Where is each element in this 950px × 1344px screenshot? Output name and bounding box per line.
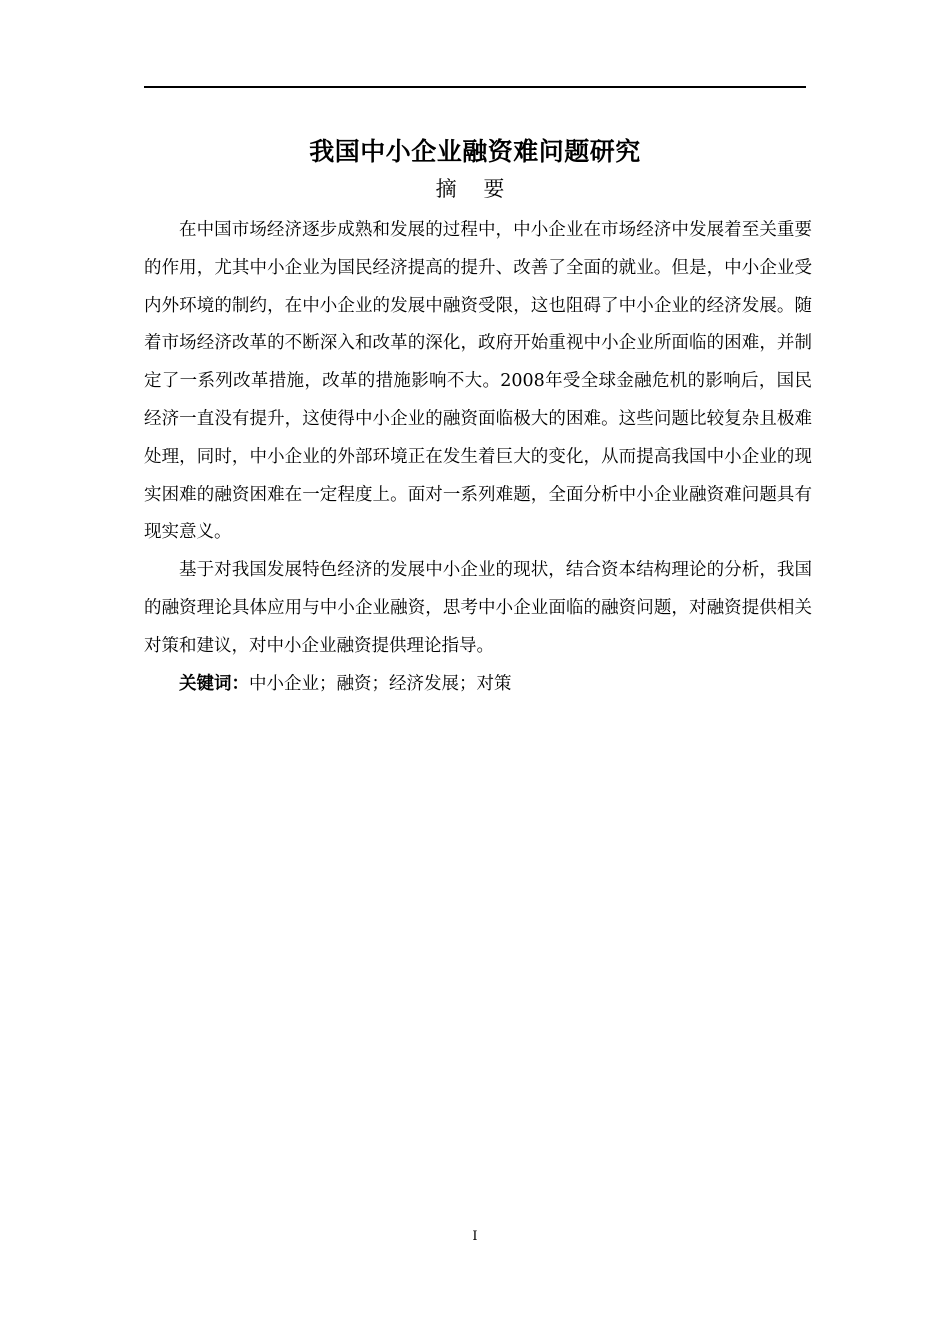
abstract-paragraph-1: 在中国市场经济逐步成熟和发展的过程中，中小企业在市场经济中发展着至关重要的作用，尤其中小企业为国民经济提高的提升、改善了全面的就业。但是，中小企业受内外环境的制约，在中小企业的发展中融资受限，这也阻碍了中小企业的经济发展。随着市场经济改革的不断深入和改革的深化，政府开始重视中小企业所面临的困难，并制定了一系列改革措施，改革的措施影响不大。2008年受全球金融危机的影响后，国民经济一直没有提升，这使得中小企业的融资面临极大的困难。这些问题比较复杂且极难处理，同时，中小企业的外部环境正在发生着巨大的变化，从而提高我国中小企业的现实困难的融资困难在一定程度上。面对一系列难题，全面分析中小企业融资难问题具有现实意义。 xyxy=(144,220,812,543)
abstract-paragraph-2: 基于对我国发展特色经济的发展中小企业的现状，结合资本结构理论的分析，我国的融资理论具体应用与中小企业融资，思考中小企业面临的融资问题，对融资提供相关对策和建议，对中小企业融资提供理论指导。 xyxy=(144,560,812,656)
keywords-list: 中小企业；融资；经济发展；对策 xyxy=(249,673,512,694)
page-number: I xyxy=(472,1229,478,1244)
keywords-label: 关键词： xyxy=(179,673,249,694)
abstract-body xyxy=(144,212,812,703)
keywords-line xyxy=(144,666,812,704)
abstract-heading: 摘 要 xyxy=(435,177,515,201)
header-rule xyxy=(144,86,806,88)
document-title: 我国中小企业融资难问题研究 xyxy=(309,137,641,166)
